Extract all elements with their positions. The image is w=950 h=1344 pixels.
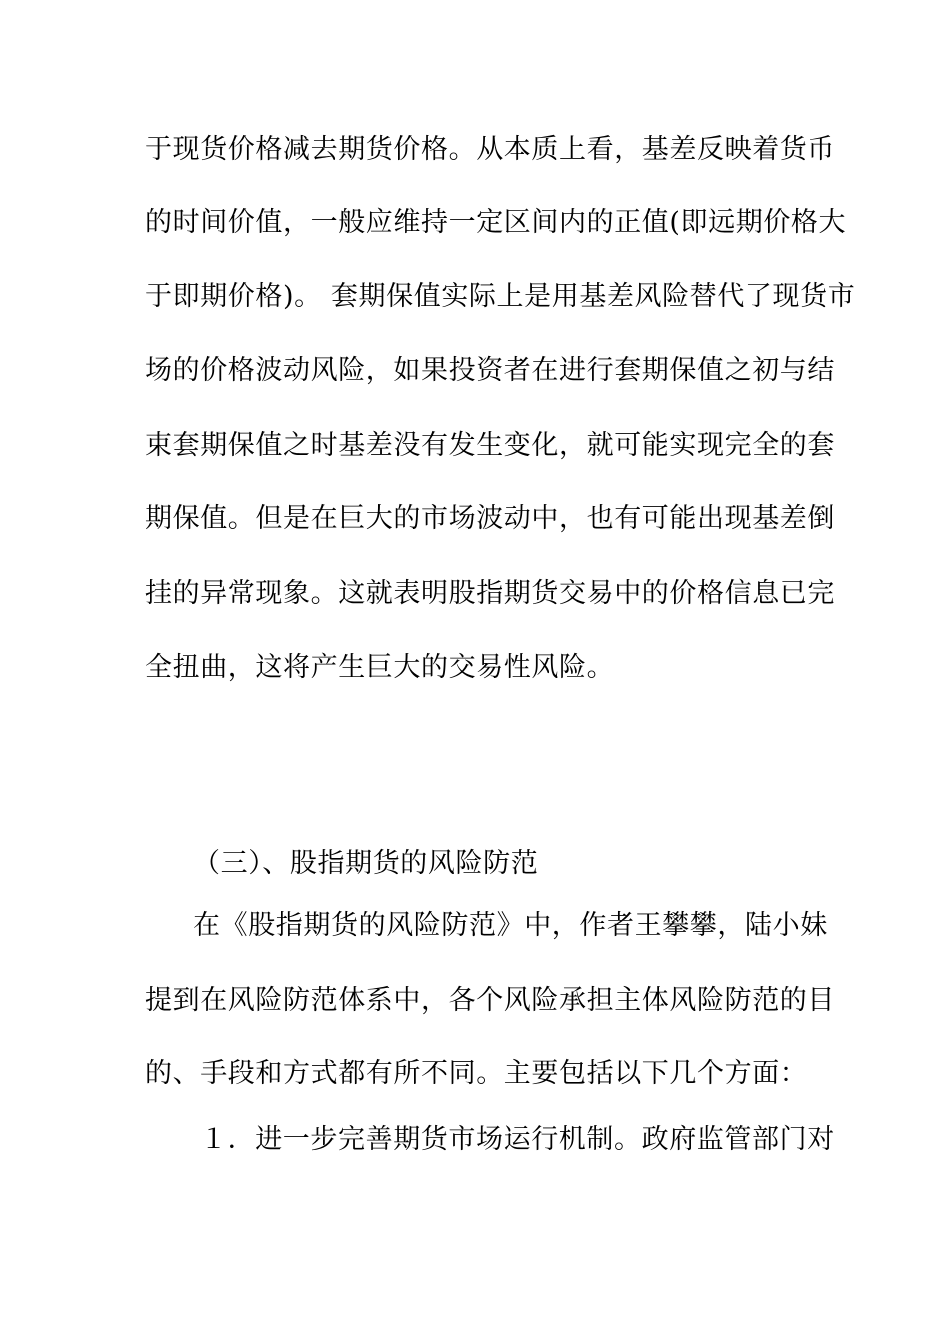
- list-item: １．进一步完善期货市场运行机制。政府监管部门对: [200, 1124, 835, 1155]
- text-line: 束套期保值之时基差没有发生变化，就可能实现完全的套: [145, 430, 835, 461]
- text-line: 的时间价值，一般应维持一定区间内的正值(即远期价格大: [145, 207, 847, 238]
- text-line: 于即期价格)。 套期保值实际上是用基差风险替代了现货市: [145, 281, 856, 312]
- text-line: 挂的异常现象。这就表明股指期货交易中的价格信息已完: [145, 578, 835, 609]
- text-line: 于现货价格减去期货价格。从本质上看，基差反映着货币: [145, 134, 835, 165]
- section-heading: （三）、股指期货的风险防范: [193, 848, 539, 879]
- text-line: 提到在风险防范体系中，各个风险承担主体风险防范的目: [145, 985, 835, 1016]
- text-line: 场的价格波动风险，如果投资者在进行套期保值之初与结: [145, 355, 835, 386]
- text-line: 期保值。但是在巨大的市场波动中，也有可能出现基差倒: [145, 503, 835, 534]
- text-line: 的、手段和方式都有所不同。主要包括以下几个方面：: [145, 1058, 808, 1089]
- text-line: 全扭曲，这将产生巨大的交易性风险。: [145, 652, 615, 683]
- text-line: 在《股指期货的风险防范》中，作者王攀攀，陆小妹: [193, 910, 828, 941]
